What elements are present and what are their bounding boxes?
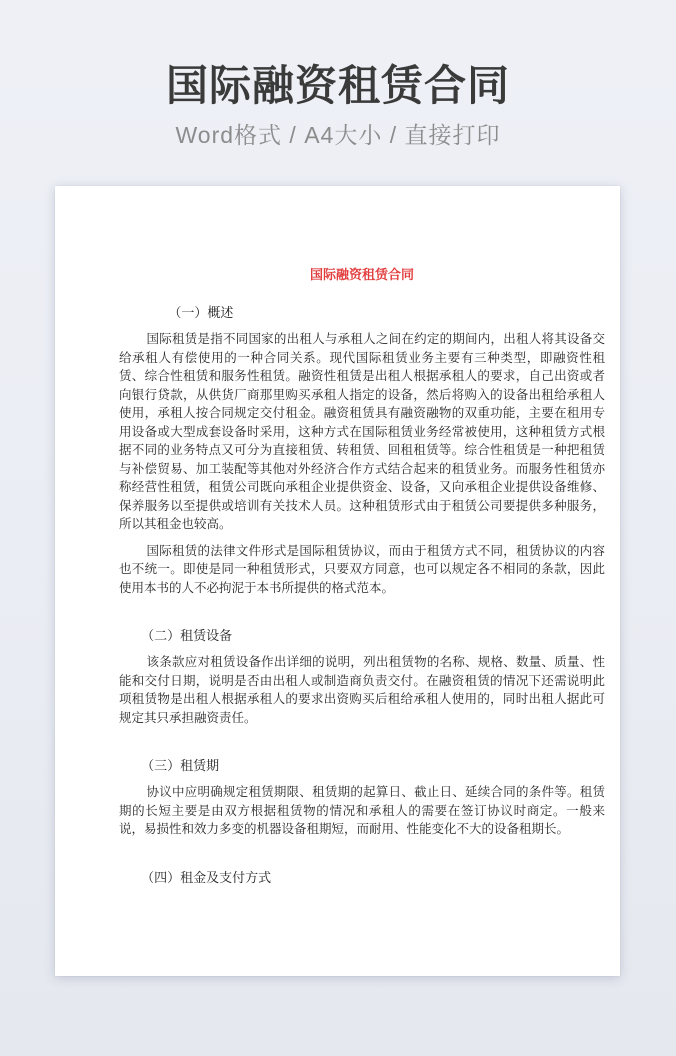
document-title: 国际融资租赁合同	[309, 267, 414, 282]
template-subtitle: Word格式 / A4大小 / 直接打印	[175, 122, 501, 148]
section-heading: （二）租赁设备	[141, 628, 233, 643]
section-paragraph: 该条款应对租赁设备作出详细的说明，列出租赁物的名称、规格、数量、质量、性能和交付日期，说明是否由出租人或制造商负责交付。在融资租赁的情况下还需说明此项租赁物是出租人根据承租人的要求出资购买后租给承租人使用的，同时出租人据此可规定其只承担融资责任。	[119, 655, 605, 725]
document-section	[119, 757, 605, 839]
section-heading: （四）租金及支付方式	[141, 869, 272, 885]
section-paragraph: 协议中应明确规定租赁期限、租赁期的起算日、截止日、延续合同的条件等。租赁期的长短主要是由双方根据租赁物的情况和承租人的需要在签订协议时商定。一般来说，易损性和效力多变的机器设备租期短，而耐用、性能变化不大的设备租期长。	[119, 785, 605, 836]
section-paragraph: 国际租赁的法律文件形式是国际租赁协议，而由于租赁方式不同，租赁协议的内容也不统一。即使是同一种租赁形式，只要双方同意，也可以规定各不相同的条款，因此使用本书的人不必拘泥于本书所提供的格式范本。	[119, 543, 605, 595]
document-body	[119, 304, 605, 887]
document-section	[119, 869, 605, 887]
document-section	[119, 627, 605, 727]
section-heading: （三）租赁期	[141, 758, 220, 773]
section-paragraph: 国际租赁是指不同国家的出租人与承租人之间在约定的期间内，出租人将其设备交给承租人有偿使用的一种合同关系。现代国际租赁业务主要有三种类型，即融资性租赁、综合性租赁和服务性租赁。融资性租赁是出租人根据承租人的要求，自己出资或者向银行贷款，从供货厂商那里购买承租人指定的设备，然后将购入的设备出租给承租人使用，承租人按合同规定交付租金。融资租赁具有融资融物的双重功能，主要在租用专用设备或大型成套设备时采用，这种方式在国际租赁业务经常被使用，这种租赁方式根据不同的业务特点又可分为直接租赁、转租赁、回租租赁等。综合性租赁是一种把租赁与补偿贸易、加工装配等其他对外经济合作方式结合起来的租赁业务。而服务性租赁亦称经营性租赁，租赁公司既向承租企业提供资金、设备，又向承租企业提供设备维修、保养服务以至提供或培训有关技术人员。这种租赁形式由于租赁公司要提供多种服务，所以其租金也较高。	[119, 332, 605, 531]
document-page	[55, 186, 620, 976]
hero-header	[0, 0, 676, 148]
document-section	[119, 304, 605, 597]
section-heading: （一）概述	[168, 305, 234, 320]
template-title: 国际融资租赁合同	[165, 62, 510, 109]
